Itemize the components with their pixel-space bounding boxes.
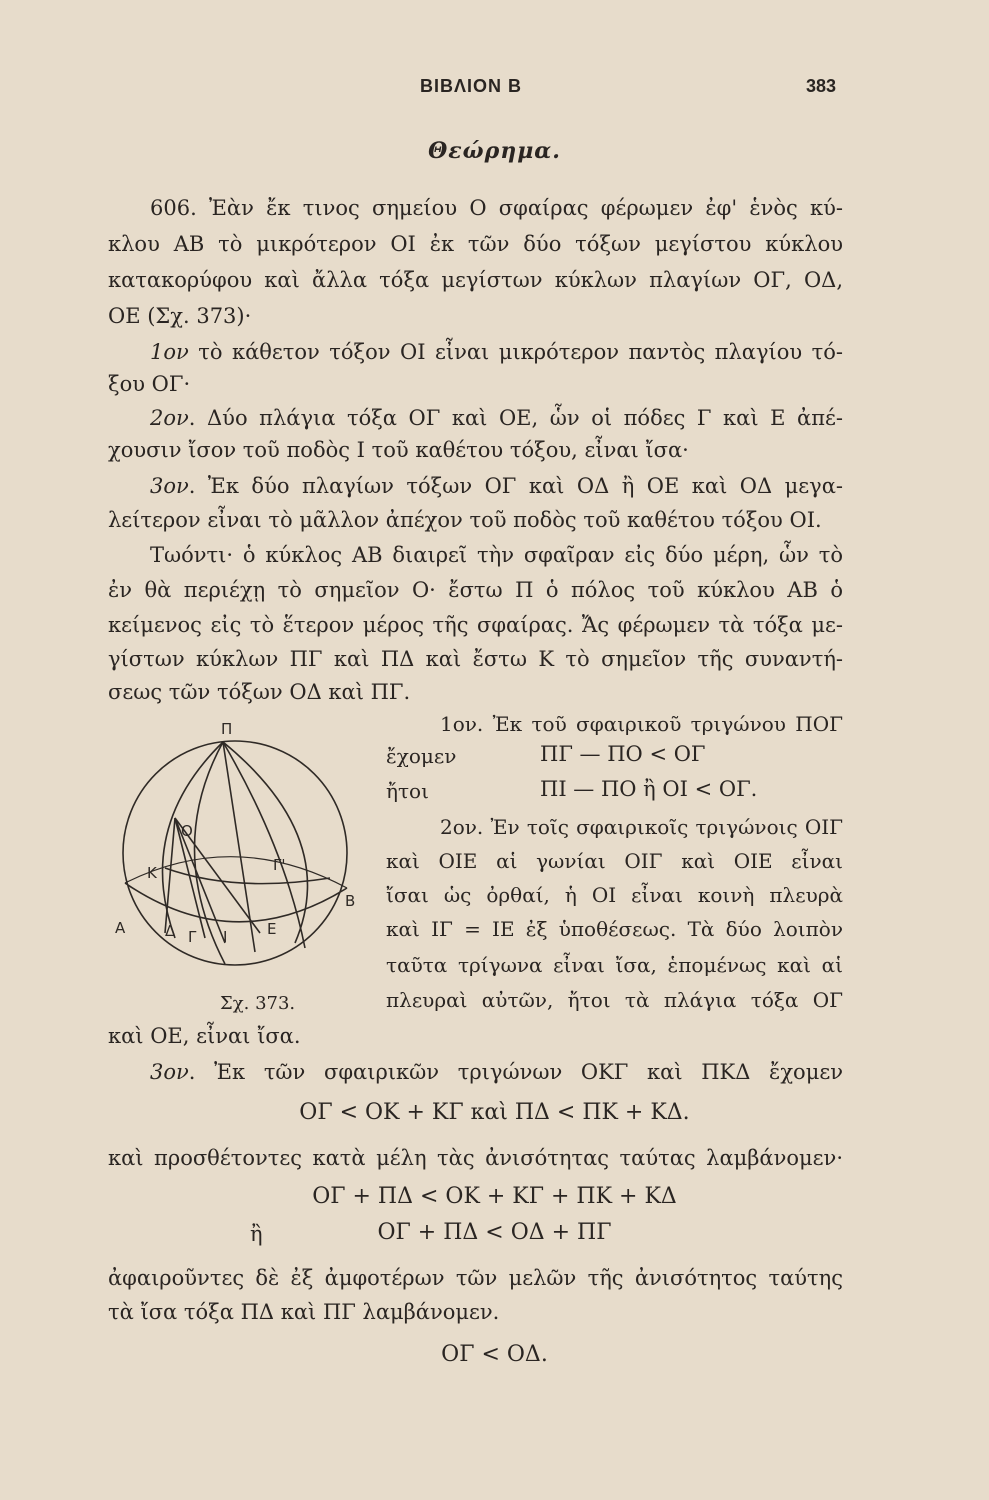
part-3-text: . Ἐκ τῶν σφαιρικῶν τριγώνων ΟΚΓ καὶ ΠΚΔ ἔχομεν xyxy=(188,1060,843,1084)
part-1-line: 1ον. Ἐκ τοῦ σφαιρικοῦ τριγώνου ΠΟΓ xyxy=(440,712,843,736)
proof-line: ἐν θὰ περιέχῃ τὸ σημεῖον Ο· ἔστω Π ὁ πόλος τοῦ κύκλου ΑΒ ὁ xyxy=(108,578,843,602)
claim-1-label: 1ον xyxy=(150,340,189,364)
claim-2-line xyxy=(150,406,843,430)
statement-line: κλου ΑΒ τὸ μικρότερον ΟΙ ἐκ τῶν δύο τόξων μεγίστου κύκλου xyxy=(108,232,843,256)
label-d: Δ xyxy=(165,922,176,940)
proof-line: κείμενος εἰς τὸ ἕτερον μέρος τῆς σφαίρας. Ἄς φέρωμεν τὰ τόξα με- xyxy=(108,613,843,637)
part-3-line xyxy=(150,1060,843,1084)
claim-1-line: ξου ΟΓ· xyxy=(108,372,191,396)
theorem-title: Θεώρημα. xyxy=(428,138,561,164)
claim-2-label: 2ον xyxy=(150,406,189,430)
label-k: Κ xyxy=(147,864,157,882)
part-3-line: καὶ προσθέτοντες κατὰ μέλη τὰς ἀνισότητας ταύτας λαμβάνομεν· xyxy=(108,1146,843,1170)
formula-4: ΟΓ < ΟΔ. xyxy=(441,1342,548,1367)
part-2-line: καὶ ΟΕ, εἶναι ἴσα. xyxy=(108,1024,301,1048)
part-1-formula: ΠΓ — ΠΟ < ΟΓ xyxy=(540,742,706,766)
part-1-word: ἔχομεν xyxy=(386,744,457,768)
formula-3: ΟΓ + ΠΔ < ΟΔ + ΠΓ xyxy=(377,1220,612,1245)
sphere-diagram xyxy=(105,718,370,978)
formula-3-word: ἢ xyxy=(250,1222,263,1246)
sphere-outline xyxy=(123,741,347,965)
running-title: ΒΙΒΛΙΟΝ Β xyxy=(420,76,523,96)
claim-1-text: τὸ κάθετον τόξον ΟΙ εἶναι μικρότερον παντὸς πλαγίου τό- xyxy=(188,340,843,364)
meridian-2 xyxy=(223,742,305,948)
part-2-line: πλευραὶ αὐτῶν, ἤτοι τὰ πλάγια τόξα ΟΓ xyxy=(386,988,843,1012)
claim-1-line xyxy=(150,340,843,364)
claim-2-text: . Δύο πλάγια τόξα ΟΓ καὶ ΟΕ, ὧν οἱ πόδες Γ καὶ Ε ἀπέ- xyxy=(188,406,843,430)
statement-line: ΟΕ (Σχ. 373)· xyxy=(108,304,252,328)
page-number: 383 xyxy=(806,76,837,96)
label-a: Α xyxy=(115,919,126,937)
claim-2-line: χουσιν ἴσον τοῦ ποδὸς Ι τοῦ καθέτου τόξου, εἶναι ἴσα· xyxy=(108,438,689,462)
figure-caption: Σχ. 373. xyxy=(220,993,296,1014)
part-3-line: ἀφαιροῦντες δὲ ἐξ ἀμφοτέρων τῶν μελῶν τῆς ἀνισότητος ταύτης xyxy=(108,1266,843,1290)
sphere-figure xyxy=(105,718,370,978)
part-2-line: ταῦτα τρίγωνα εἶναι ἴσα, ἑπομένως καὶ αἱ xyxy=(386,953,843,977)
part-3-line: τὰ ἴσα τόξα ΠΔ καὶ ΠΓ λαμβάνομεν. xyxy=(108,1300,500,1324)
label-b: Β xyxy=(345,892,356,910)
part-3-label: 3ον xyxy=(150,1060,189,1084)
formula-2: ΟΓ + ΠΔ < ΟΚ + ΚΓ + ΠΚ + ΚΔ xyxy=(312,1184,677,1209)
claim-3-label: 3ον xyxy=(150,474,189,498)
label-g-prime: Γ' xyxy=(273,856,286,874)
part-2-line: καὶ ΙΓ = ΙΕ ἐξ ὑποθέσεως. Τὰ δύο λοιπὸν xyxy=(386,917,843,941)
label-pole: Π xyxy=(221,720,233,738)
label-i: Ι xyxy=(223,928,228,946)
part-2-line: ἴσαι ὡς ὀρθαί, ἡ ΟΙ εἶναι κοινὴ πλευρὰ xyxy=(386,883,843,907)
part-1-word: ἤτοι xyxy=(386,779,429,803)
proof-line: σεως τῶν τόξων ΟΔ καὶ ΠΓ. xyxy=(108,680,411,704)
proof-line: γίστων κύκλων ΠΓ καὶ ΠΔ καὶ ἔστω Κ τὸ σημεῖον τῆς συναντή- xyxy=(108,647,843,671)
statement-line: κατακορύφου καὶ ἄλλα τόξα μεγίστων κύκλων πλαγίων ΟΓ, ΟΔ, xyxy=(108,268,843,292)
label-g: Γ xyxy=(188,928,197,946)
claim-3-line xyxy=(150,474,843,498)
label-e: Ε xyxy=(267,920,277,938)
statement-line: 606. Ἐὰν ἔκ τινος σημείου Ο σφαίρας φέρωμεν ἐφ' ἑνὸς κύ- xyxy=(150,196,843,220)
part-2-line: 2ον. Ἐν τοῖς σφαιρικοῖς τριγώνοις ΟΙΓ xyxy=(440,815,843,839)
part-2-line: καὶ ΟΙΕ αἱ γωνίαι ΟΙΓ καὶ ΟΙΕ εἶναι xyxy=(386,849,843,873)
claim-3-line: λείτερον εἶναι τὸ μᾶλλον ἀπέχον τοῦ ποδὸς τοῦ καθέτου τόξου ΟΙ. xyxy=(108,508,822,532)
proof-line: Τωόντι· ὁ κύκλος ΑΒ διαιρεῖ τὴν σφαῖραν εἰς δύο μέρη, ὧν τὸ xyxy=(150,543,843,567)
formula-1: ΟΓ < ΟΚ + ΚΓ καὶ ΠΔ < ΠΚ + ΚΔ. xyxy=(299,1100,690,1125)
part-1-formula: ΠΙ — ΠΟ ἢ ΟΙ < ΟΓ. xyxy=(540,777,758,801)
label-o: Ο xyxy=(181,822,193,840)
claim-3-text: . Ἐκ δύο πλαγίων τόξων ΟΓ καὶ ΟΔ ἢ ΟΕ καὶ ΟΔ μεγα- xyxy=(188,474,843,498)
great-circle-ab xyxy=(125,883,347,922)
